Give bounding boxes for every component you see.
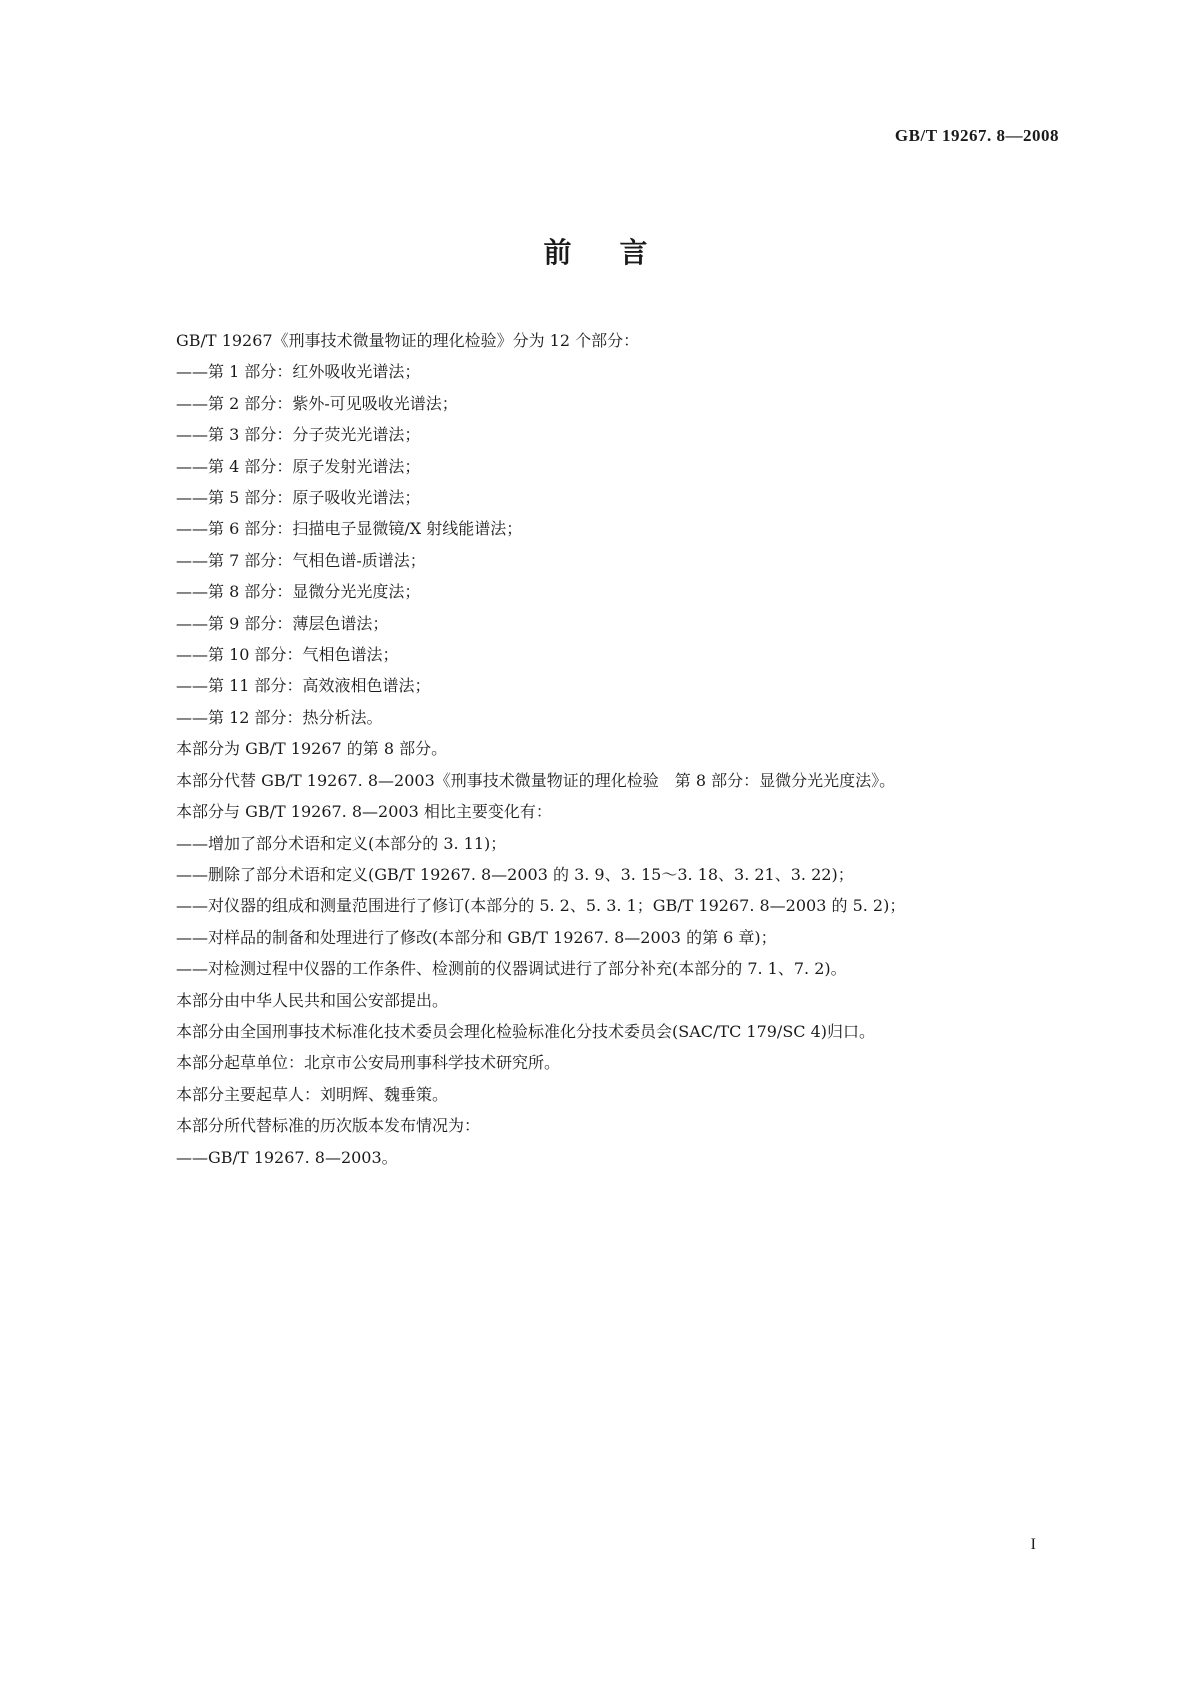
list-item: ——对仪器的组成和测量范围进行了修订(本部分的 5. 2、5. 3. 1；GB/T 19267. 8—2003 的 5. 2)； [176, 896, 906, 916]
list-item: ——增加了部分术语和定义(本部分的 3. 11)； [176, 833, 507, 853]
changes-intro-paragraph: 本部分与 GB/T 19267. 8—2003 相比主要变化有： [176, 802, 552, 822]
list-item: ——第 4 部分：原子发射光谱法； [176, 456, 421, 476]
page-number: I [1030, 1536, 1036, 1553]
intro-paragraph: GB/T 19267《刑事技术微量物证的理化检验》分为 12 个部分： [176, 331, 640, 350]
history-list [125, 1142, 1062, 1173]
this-part-paragraph: 本部分为 GB/T 19267 的第 8 部分。 [176, 739, 448, 759]
changes-list [125, 828, 1062, 985]
foreword-body [125, 325, 1062, 1173]
list-item: ——删除了部分术语和定义(GB/T 19267. 8—2003 的 3. 9、3. 15～3. 18、3. 21、3. 22)； [176, 864, 854, 884]
replaces-paragraph: 本部分代替 GB/T 19267. 8—2003《刑事技术微量物证的理化检验 第 8 部分：显微分光光度法》。 [176, 770, 896, 790]
list-item: ——第 6 部分：扫描电子显微镜/X 射线能谱法； [176, 519, 523, 539]
list-item: ——第 9 部分：薄层色谱法； [176, 613, 389, 633]
list-item: ——第 8 部分：显微分光光度法； [176, 582, 421, 602]
list-item: ——对样品的制备和处理进行了修改(本部分和 GB/T 19267. 8—2003 的第 6 章)； [176, 927, 777, 947]
history-intro-paragraph: 本部分所代替标准的历次版本发布情况为： [176, 1116, 481, 1136]
list-item: ——第 11 部分：高效液相色谱法； [176, 676, 431, 696]
list-item: ——第 1 部分：红外吸收光谱法； [176, 362, 421, 382]
proposed-by-paragraph: 本部分由中华人民共和国公安部提出。 [176, 990, 449, 1010]
list-item: ——第 3 部分：分子荧光光谱法； [176, 425, 421, 445]
drafting-unit-paragraph: 本部分起草单位：北京市公安局刑事科学技术研究所。 [176, 1053, 561, 1073]
list-item: ——GB/T 19267. 8—2003。 [176, 1147, 398, 1167]
list-item: ——第 7 部分：气相色谱-质谱法； [176, 550, 426, 570]
list-item: ——对检测过程中仪器的工作条件、检测前的仪器调试进行了部分补充(本部分的 7. 1、7. 2)。 [176, 959, 847, 979]
centralized-by-paragraph: 本部分由全国刑事技术标准化技术委员会理化检验标准化分技术委员会(SAC/TC 179/SC 4)归口。 [176, 1021, 876, 1041]
standard-code: GB/T 19267. 8—2008 [894, 126, 1059, 145]
list-item: ——第 10 部分：气相色谱法； [176, 645, 399, 665]
drafters-paragraph: 本部分主要起草人：刘明辉、魏垂策。 [176, 1084, 449, 1104]
parts-list [125, 356, 1062, 733]
list-item: ——第 12 部分：热分析法。 [176, 707, 383, 727]
page-title: 前言 [543, 236, 696, 269]
list-item: ——第 2 部分：紫外-可见吸收光谱法； [176, 393, 458, 413]
list-item: ——第 5 部分：原子吸收光谱法； [176, 488, 421, 508]
